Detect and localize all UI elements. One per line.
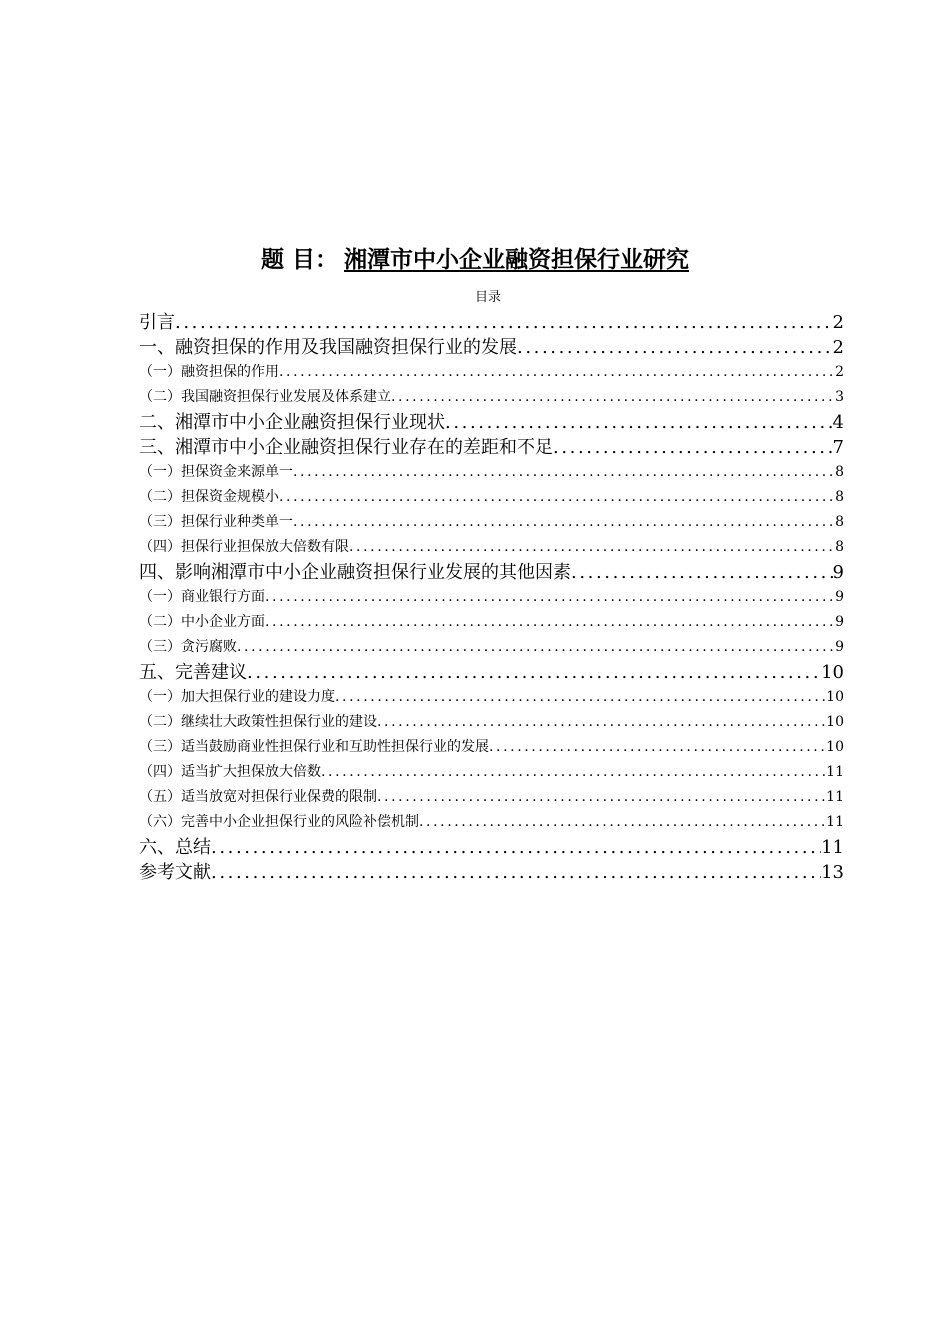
toc-leader-dots <box>489 735 826 760</box>
toc-page-number: 9 <box>835 639 844 655</box>
toc-leader-dots <box>293 460 835 485</box>
document-title <box>0 244 950 276</box>
toc-page-number: 10 <box>821 662 844 683</box>
toc-entry-label: （三）贪污腐败 <box>139 639 237 655</box>
toc-leader-dots <box>445 410 833 435</box>
toc-page-number: 10 <box>826 739 844 755</box>
toc-subentry[interactable] <box>139 785 844 810</box>
toc-entry-label: （四）担保行业担保放大倍数有限 <box>139 539 349 555</box>
toc-entry[interactable] <box>139 435 844 460</box>
toc-entry-label: （二）中小企业方面 <box>139 614 265 630</box>
toc-entry-label: （一）加大担保行业的建设力度 <box>139 689 335 705</box>
table-of-contents <box>139 310 844 885</box>
toc-page-number: 8 <box>835 514 844 530</box>
toc-page-number: 2 <box>832 312 844 333</box>
toc-subentry[interactable] <box>139 610 844 635</box>
toc-entry-label: 六、总结 <box>139 837 211 858</box>
toc-leader-dots <box>265 610 835 635</box>
toc-subentry[interactable] <box>139 585 844 610</box>
toc-page-number: 4 <box>832 412 844 433</box>
toc-entry-label: （三）担保行业种类单一 <box>139 514 293 530</box>
toc-page-number: 8 <box>835 539 844 555</box>
toc-leader-dots <box>211 835 821 860</box>
toc-page-number: 10 <box>826 714 844 730</box>
toc-page-number: 13 <box>821 862 844 883</box>
toc-page-number: 2 <box>835 364 844 380</box>
toc-leader-dots <box>391 385 835 410</box>
toc-page-number: 9 <box>835 589 844 605</box>
toc-leader-dots <box>419 810 826 835</box>
toc-page-number: 8 <box>835 489 844 505</box>
toc-entry-label: （六）完善中小企业担保行业的风险补偿机制 <box>139 814 419 830</box>
toc-page-number: 11 <box>826 789 844 805</box>
toc-page-number: 8 <box>835 464 844 480</box>
toc-leader-dots <box>265 585 835 610</box>
toc-heading: 目录 <box>474 290 501 305</box>
toc-leader-dots <box>175 310 833 335</box>
toc-leader-dots <box>279 485 835 510</box>
toc-subentry[interactable] <box>139 760 844 785</box>
toc-page-number: 2 <box>832 337 844 358</box>
toc-leader-dots <box>237 635 835 660</box>
toc-subentry[interactable] <box>139 685 844 710</box>
toc-entry-label: （一）商业银行方面 <box>139 589 265 605</box>
toc-subentry[interactable] <box>139 810 844 835</box>
toc-leader-dots <box>553 435 833 460</box>
toc-entry[interactable] <box>139 860 844 885</box>
toc-entry[interactable] <box>139 835 844 860</box>
toc-page-number: 7 <box>832 437 844 458</box>
toc-page-number: 9 <box>832 562 844 583</box>
toc-entry[interactable] <box>139 310 844 335</box>
toc-entry[interactable] <box>139 660 844 685</box>
toc-page-number: 10 <box>826 689 844 705</box>
toc-leader-dots <box>335 685 826 710</box>
toc-leader-dots <box>321 760 826 785</box>
toc-leader-dots <box>293 510 835 535</box>
toc-subentry[interactable] <box>139 535 844 560</box>
toc-page-number: 9 <box>835 614 844 630</box>
toc-leader-dots <box>279 360 835 385</box>
toc-page-number: 11 <box>821 837 844 858</box>
toc-leader-dots <box>377 785 826 810</box>
toc-entry-label: （四）适当扩大担保放大倍数 <box>139 764 321 780</box>
toc-entry-label: 二、湘潭市中小企业融资担保行业现状 <box>139 412 445 433</box>
toc-entry[interactable] <box>139 335 844 360</box>
toc-leader-dots <box>517 335 833 360</box>
toc-entry-label: （二）我国融资担保行业发展及体系建立 <box>139 389 391 405</box>
toc-page-number: 3 <box>835 389 844 405</box>
toc-subentry[interactable] <box>139 635 844 660</box>
toc-entry-label: 参考文献 <box>139 862 211 883</box>
toc-entry-label: 引言 <box>139 312 175 333</box>
toc-subentry[interactable] <box>139 735 844 760</box>
title-text: 湘潭市中小企业融资担保行业研究 <box>344 247 689 273</box>
toc-entry-label: （三）适当鼓励商业性担保行业和互助性担保行业的发展 <box>139 739 489 755</box>
toc-entry[interactable] <box>139 410 844 435</box>
toc-entry-label: （二）担保资金规模小 <box>139 489 279 505</box>
toc-entry-label: 五、完善建议 <box>139 662 247 683</box>
toc-leader-dots <box>247 660 821 685</box>
toc-page-number: 11 <box>826 814 844 830</box>
toc-entry-label: （五）适当放宽对担保行业保费的限制 <box>139 789 377 805</box>
toc-subentry[interactable] <box>139 485 844 510</box>
toc-subentry[interactable] <box>139 385 844 410</box>
toc-leader-dots <box>211 860 821 885</box>
toc-entry-label: （一）担保资金来源单一 <box>139 464 293 480</box>
title-label: 题 目： <box>260 247 338 273</box>
toc-subentry[interactable] <box>139 710 844 735</box>
toc-entry-label: 四、影响湘潭市中小企业融资担保行业发展的其他因素 <box>139 562 571 583</box>
toc-entry-label: 三、湘潭市中小企业融资担保行业存在的差距和不足 <box>139 437 553 458</box>
toc-leader-dots <box>571 560 833 585</box>
toc-subentry[interactable] <box>139 460 844 485</box>
toc-subentry[interactable] <box>139 510 844 535</box>
toc-leader-dots <box>377 710 826 735</box>
toc-entry-label: 一、融资担保的作用及我国融资担保行业的发展 <box>139 337 517 358</box>
toc-leader-dots <box>349 535 835 560</box>
toc-entry-label: （二）继续壮大政策性担保行业的建设 <box>139 714 377 730</box>
toc-entry-label: （一）融资担保的作用 <box>139 364 279 380</box>
toc-page-number: 11 <box>826 764 844 780</box>
toc-subentry[interactable] <box>139 360 844 385</box>
toc-entry[interactable] <box>139 560 844 585</box>
